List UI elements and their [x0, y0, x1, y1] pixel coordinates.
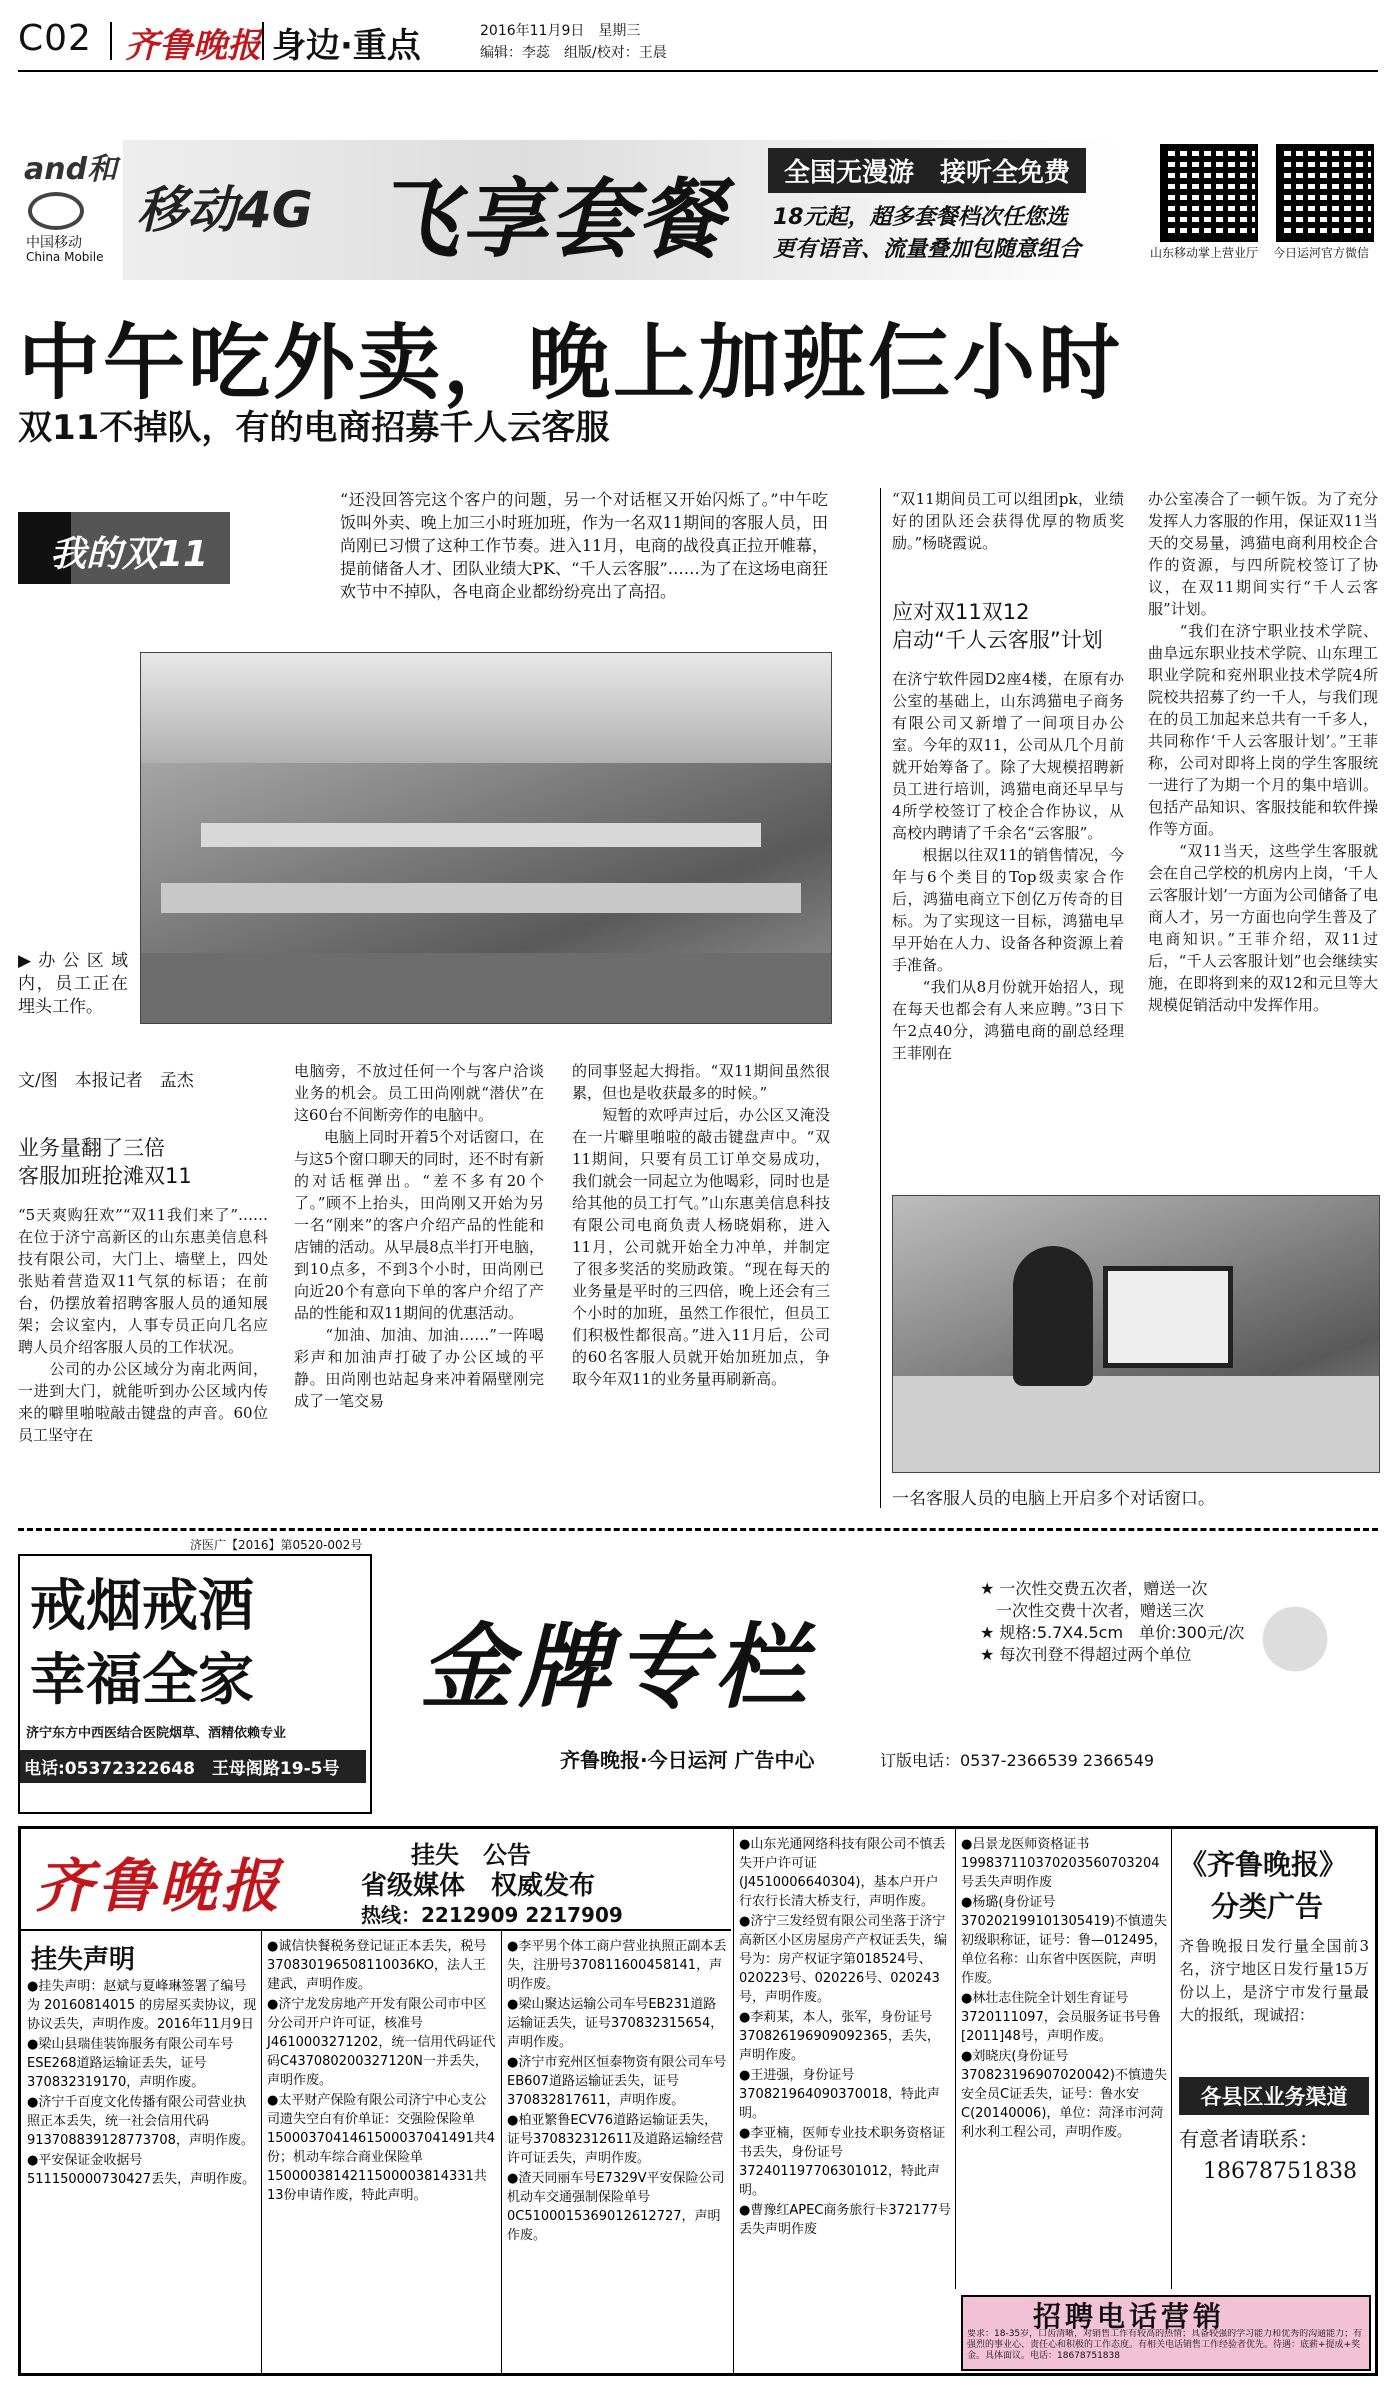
- desk-row: [201, 823, 761, 847]
- desk-row: [161, 883, 801, 913]
- classified-top-slogan: 省级媒体 权威发布: [361, 1871, 596, 1901]
- body-column-e: 办公室凑合了一顿午饭。为了充分发挥人力客服的作用，保证双11当天的交易量，鸿猫电商利用校企合作的资源，与四所院校签订了协议，在双11期间实行“千人云客服”计划。 “我们在济宁职业技术学院、曲阜远东职业技术学院、山东理工职业学院和兖州职业技术学院4所院校共招募了约一千人，与我们现在的员工加起来总共有一千多人，共同称作‘千人云客服计划’。”王菲称，公司对即将上岗的学生客服统一进行了为期一个月的集中培训。包括产品知识、客服技能和软件操作等方面。 “双11当天，这些学生客服就会在自己学校的机房内上岗，‘千人云客服计划’一方面为公司储备了电商人才，另一方面也向学生普及了电商知识。”王菲介绍，双11过后，“千人云客服计划”也会继续实施，在即将到来的双12和元旦等大规模促销活动中发挥作用。: [1148, 490, 1378, 1014]
- header-rule: [18, 70, 1378, 72]
- header-divider: [262, 22, 264, 60]
- floor: [141, 953, 831, 1023]
- classified-item: ●王进强，身份证号370821964090370018，特此声明。: [739, 2068, 940, 2121]
- page-number: C02: [18, 18, 92, 59]
- section-separator: [18, 1528, 1378, 1531]
- classified-promo-text: 齐鲁晚报日发行量全国前3名，济宁地区日发行量15万份以上，是济宁市发行量最大的报纸，现诚招：: [1179, 1937, 1369, 2024]
- classified-col-rule: [1171, 1829, 1172, 2289]
- mobile-ad[interactable]: [18, 140, 1378, 280]
- classified-column-5: [961, 1835, 1167, 2143]
- classified-promo-title: 《齐鲁晚报》: [1179, 1848, 1348, 1881]
- notice-title: 挂失声明: [31, 1945, 136, 1975]
- classified-item: ●平安保证金收据号511150000730427丢失，声明作废。: [27, 2153, 256, 2187]
- classified-item: ●梁山县瑞佳装饰服务有限公司车号ESE268道路运输证丢失，证号370832319170，声明作废。: [27, 2037, 234, 2090]
- qr2-caption: 今日运河官方微信: [1273, 246, 1370, 260]
- classified-col-rule: [261, 1929, 262, 2373]
- body-column-d-top: “双11期间员工可以组团pk，业绩好的团队还会获得优厚的物质奖励。”杨晓霞说。: [892, 490, 1124, 552]
- hospital-ad[interactable]: [18, 1554, 372, 1814]
- gold-ad-item-0: ★ 一次性交费五次者，赠送一次: [980, 1579, 1208, 1598]
- window-light: [141, 653, 831, 763]
- classified-item: ●梁山聚达运输公司车号EB231道路运输证丢失，证号370832315654，声明作废。: [507, 1997, 724, 2050]
- monitor: [1103, 1266, 1233, 1368]
- ad-title-a: 移动4G: [137, 181, 313, 239]
- header-divider: [110, 22, 112, 60]
- person: [1013, 1246, 1093, 1386]
- gold-column-ad[interactable]: [380, 1554, 1378, 1810]
- column-divider: [880, 488, 881, 1508]
- photo1-caption: ▶办公区域内，员工正在埋头工作。: [18, 951, 128, 1017]
- office-photo: [140, 652, 832, 1024]
- section-title: 身边·重点: [272, 26, 421, 66]
- gold-ad-phone: 订版电话：0537-2366539 2366549: [880, 1751, 1155, 1770]
- editors: 编辑：李蕊 组版/校对：王晨: [480, 45, 667, 61]
- classified-item: ●挂失声明：赵斌与夏峰琳签署了编号为 20160814015 的房屋买卖协议，现协议丢失，声明作废。2016年11月9日: [27, 1979, 257, 2032]
- recruit-text: 要求：18-35岁，口齿清晰，对销售工作有较高的热情；具备较强的学习能力和优秀的沟通能力；有强烈的事业心、责任心和积极的工作态度。有相关电话销售工作经验者优先。待遇：底薪+提成+奖金。具体面议。电话：18678751838: [967, 2329, 1363, 2361]
- classified-item: ●曹豫红APEC商务旅行卡372177号丢失声明作废: [739, 2203, 951, 2237]
- classified-item: ●济宁三发经贸有限公司坐落于济宁高新区小区房屋房产产权证丢失，编号为：房产权证字第018524号、020223号、020226号、020243号，声明作废。: [739, 1914, 948, 2005]
- qr-code-icon[interactable]: [1160, 144, 1258, 242]
- qr1-caption: 山东移动掌上营业厅: [1150, 246, 1259, 260]
- body-column-c: 的同事竖起大拇指。“双11期间虽然很累，但也是收获最多的时候。” 短暂的欢呼声过后，办公区又淹没在一片噼里啪啦的敲击键盘声中。“双11期间，只要有员工订单交易成功，我们就会一同起立为他喝彩，同时也是给其他的员工打气。”山东惠美信息科技有限公司电商负责人杨晓娟称，进入11月，公司就开始全力冲单，并制定了很多奖活的奖励政策。“现在每天的业务量是平时的三四倍，晚上还会有三个小时的加班，虽然工作很忙，但员工们积极性都很高。”进入11月后，公司的60名客服人员就开始加班加点，争取今年双11的业务量再刷新高。: [572, 1062, 830, 1388]
- qr-code-icon[interactable]: [1276, 144, 1374, 242]
- photo2-caption: 一名客服人员的电脑上开启多个对话窗口。: [892, 1489, 1215, 1509]
- desk: [893, 1376, 1379, 1472]
- classified-item: ●李亚楠，医师专业技术职务资格证书丢失，身份证号372401197706301012，特此声明。: [739, 2126, 946, 2198]
- subheading-1-line1: 业务量翻了三倍: [18, 1136, 165, 1160]
- classified-top-title: 挂失 公告: [411, 1841, 531, 1869]
- classified-promo-phone[interactable]: 18678751838: [1203, 2159, 1357, 2184]
- ad-title-b: 飞享套餐: [373, 170, 725, 270]
- byline: 文/图 本报记者 孟杰: [18, 1071, 194, 1091]
- brand-logo: and和: [24, 152, 118, 187]
- subheading-2-line1: 应对双11双12: [892, 600, 1030, 624]
- classified-hotline: 热线：2212909 2217909: [361, 1903, 623, 1927]
- classified-col-rule: [501, 1929, 502, 2373]
- lead-paragraph: “还没回答完这个客户的问题，另一个对话框又开始闪烁了。”中午吃饭叫外卖、晚上加三小时班加班，作为一名双11期间的客服人员，田尚刚已习惯了这种工作节奏。进入11月，电商的战役真正拉开帷幕，提前储备人才、团队业绩大PK、“千人云客服”……为了在这场电商狂欢节中不掉队，各电商企业都纷纷亮出了高招。: [340, 490, 828, 601]
- classified-rule: [21, 1929, 731, 1931]
- classified-column-1: [27, 1977, 257, 2190]
- classified-item: ●杨璐(身份证号370202199101305419)不慎遗失初级职称证，证号：鲁—012495，单位名称：山东省中医医院，声明作废。: [961, 1895, 1167, 1986]
- classified-item: ●渣天同丽车号E7329V平安保险公司机动车交通强制保险单号0C5100015369012612727，声明作废。: [507, 2171, 725, 2243]
- classified-column-3: [507, 1937, 729, 2246]
- body-column-b: 电脑旁，不放过任何一个与客户洽谈业务的机会。员工田尚刚就“潜伏”在这60台不间断旁作的电脑中。 电脑上同时开着5个对话窗口，在与这5个窗口聊天的同时，还不时有新的对话框弹出。“差不多有20个了。”顾不上抬头，田尚刚又开始为另一名“刚来”的客户介绍产品的性能和店铺的活动。从早晨8点半打开电脑，到10点多，不到3个小时，田尚刚已向近20个有意向下单的客户介绍了产品的性能和双11期间的优惠活动。 “加油、加油、加油……”一阵喝彩声和加油声打破了办公区域的平静。田尚刚也站起身来冲着隔壁刚完成了一笔交易: [294, 1062, 544, 1410]
- recruit-title: 招聘电话营销: [1033, 2300, 1226, 2333]
- brand-name: 中国移动: [26, 235, 82, 251]
- body-column-a: “5天爽购狂欢”“双11我们来了”……在位于济宁高新区的山东惠美信息科技有限公司，大门上、墙壁上，四处张贴着营造双11气氛的标语；在前台，仍摆放着招聘客服人员的通知展架；会议室内，人事专员正向几名应聘人员介绍客服人员的工作状况。 公司的办公区域分为南北两间，一进到大门，就能听到办公区域内传来的噼里啪啦敲击键盘的声音。60位员工坚守在: [18, 1206, 268, 1444]
- gold-ad-footer: 齐鲁晚报·今日运河 广告中心: [560, 1748, 815, 1772]
- gold-ad-item-2: ★ 规格:5.7X4.5cm 单价:300元/次: [980, 1623, 1245, 1642]
- recruit-box[interactable]: [961, 2295, 1371, 2371]
- paper-name: 齐鲁晚报: [125, 26, 261, 66]
- hospital-ad-reg: 济医广【2016】第0520-002号: [190, 1538, 363, 1552]
- classified-item: ●诚信快餐税务登记证正本丢失，税号370830196508110036KO，法人王建武，声明作废。: [267, 1939, 487, 1992]
- china-mobile-icon: [28, 192, 84, 230]
- classified-item: ●太平财产保险有限公司济宁中心支公司遗失空白有价单证：交强险保险单1500037041461500037041491共4份；机动车综合商业保险单1500003814211500003814331共13份申请作废，特此声明。: [267, 2093, 496, 2203]
- classified-item: ●李平男个体工商户营业执照正副本丢失，注册号370811600458141，声明作废。: [507, 1939, 727, 1992]
- ad-line-1: 18元起，超多套餐档次任您选: [773, 205, 1068, 230]
- brand-name-en: China Mobile: [26, 250, 104, 264]
- classified-item: ●柏亚繁鲁ECV76道路运输证丢失，证号370832312611及道路运输经营许可证丢失，声明作废。: [507, 2113, 724, 2166]
- classified-promo-sub: 分类广告: [1211, 1890, 1324, 1923]
- body-column-d: 在济宁软件园D2座4楼，在原有办公室的基础上，山东鸿猫电子商务有限公司又新增了一间项目办公室。今年的双11，公司从几个月前就开始筹备了。除了大规模招聘新员工进行培训，鸿猫电商还早早与4所学校签订了校企合作协议，从高校内聘请了千余名“云客服”。 根据以往双11的销售情况，今年与6个类目的Top级卖家合作后，鸿猫电商立下创亿万传奇的目标。为了实现这一目标，鸿猫电早早开始在人力、设备各种资源上着手准备。 “我们从8月份就开始招人，现在每天也都会有人来应聘。”3日下午2点40分，鸿猫电商的副总经理王菲刚在: [892, 670, 1124, 1062]
- hospital-ad-line2: 幸福全家: [30, 1648, 254, 1713]
- gold-ad-item-3: ★ 每次刊登不得超过两个单位: [980, 1645, 1192, 1664]
- ad-banner: 全国无漫游 接听全免费: [768, 148, 1086, 193]
- subheading-1-line2: 客服加班抢滩双11: [18, 1164, 192, 1188]
- subheading-2-line2: 启动“千人云客服”计划: [892, 628, 1103, 652]
- customer-service-photo: [892, 1195, 1380, 1473]
- classified-promo-highlight: 各县区业务渠道: [1179, 2077, 1369, 2115]
- ad-line-2: 更有语音、流量叠加包随意组合: [773, 237, 1082, 262]
- classified-logo: 齐鲁晚报: [35, 1852, 284, 1920]
- classified-promo-contact-label: 有意者请联系：: [1179, 2127, 1319, 2151]
- classified-column-2: [267, 1937, 497, 2206]
- classified-col-rule: [733, 1829, 734, 2373]
- classified-col-rule: [955, 1829, 956, 2289]
- ad-title-panel: [123, 140, 1123, 280]
- classified-column-4: [739, 1835, 951, 2240]
- classified-item: ●济宁千百度文化传播有限公司营业执照正本丢失，统一社会信用代码913708839128773708，声明作废。: [27, 2095, 254, 2148]
- classified-item: ●济宁市兖州区恒泰物资有限公司车号EB607道路运输证丢失，证号370832817611，声明作废。: [507, 2055, 727, 2108]
- issue-date: 2016年11月9日 星期三: [480, 23, 641, 39]
- hospital-ad-line1: 戒烟戒酒: [30, 1574, 254, 1639]
- subheadline: 双11不掉队，有的电商招募千人云客服: [18, 408, 610, 448]
- classified-item: ●李莉某，本人，张军，身份证号370826196909092365，丢失，声明作废。: [739, 2010, 940, 2063]
- headline: 中午吃外卖，晚上加班仨小时: [18, 316, 1124, 411]
- column-logo-text: 我的双11: [50, 534, 209, 575]
- classified-item: ●刘晓庆(身份证号370823196907020042)不慎遗失安全员C证丢失，证号：鲁水安C(20140006)，单位：菏泽市河菏利水利工程公司，声明作废。: [961, 2049, 1167, 2140]
- classified-item: ●山东光通网络科技有限公司不慎丢失开户许可证(J4510006640304)，基本户开户行农行长清大桥支行，声明作废。: [739, 1837, 946, 1909]
- gold-ad-item-1: 一次性交费十次者，赠送三次: [980, 1601, 1205, 1620]
- hospital-ad-contact: 电话:05372322648 王母阁路19-5号: [20, 1750, 366, 1783]
- classified-item: ●林壮志住院全计划生育证号3720111097，会员服务证书号鲁[2011]48号，声明作废。: [961, 1991, 1161, 2044]
- classified-section: [18, 1826, 1378, 2376]
- column-logo: [18, 512, 230, 584]
- hospital-ad-org: 济宁东方中西医结合医院烟草、酒精依赖专业: [26, 1726, 287, 1741]
- classified-item: ●济宁龙发房地产开发有限公司市中区分公司开户许可证，核准号J4610003271202，统一信用代码证代码C437080200327120N一并丢失，声明作废。: [267, 1997, 496, 2088]
- gold-ad-title: 金牌专栏: [420, 1613, 813, 1721]
- classified-item: ●吕景龙医师资格证书199837110370203560703204号丢失声明作废: [961, 1837, 1160, 1890]
